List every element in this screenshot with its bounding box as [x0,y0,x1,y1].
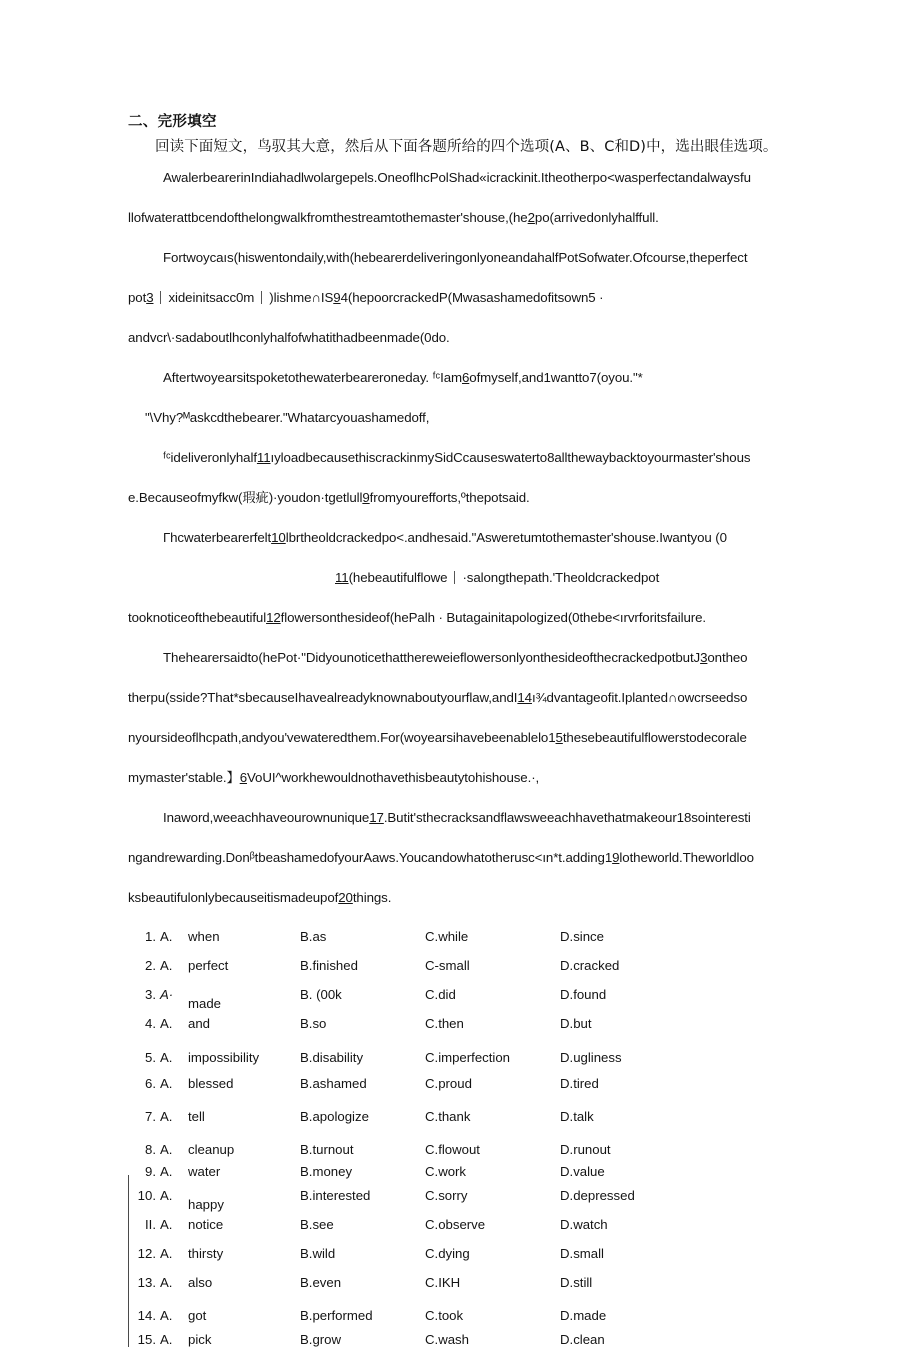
option-a-letter: A. [160,1142,173,1157]
cloze-blank: 6 [462,370,470,385]
question-row[interactable] [128,1164,800,1188]
passage-fragment: )lishme∩IS94(hepoorcrackedP(Mwasashamedofitsown5 · [269,290,604,305]
question-row[interactable] [128,987,800,1016]
question-row[interactable] [128,1275,800,1308]
cloze-blank: 10 [271,530,286,545]
option-a[interactable]: impossibility [188,1050,260,1065]
page-content [128,112,800,1356]
option-b[interactable]: B.so [300,1016,327,1031]
cloze-blank: 5 [555,730,563,745]
option-b[interactable]: B.finished [300,958,358,973]
passage-paragraph-6 [128,649,800,786]
cloze-blank: 2 [527,210,535,225]
option-d[interactable]: D.value [560,1164,605,1179]
cloze-blank: 9 [612,850,620,865]
option-b[interactable]: B.apologize [300,1109,369,1124]
passage-line: ᶠᶜideliveronlyhalf11ıyloadbecausethiscrackinmySidCcauseswaterto8allthewaybacktoyourmaster'shous [163,450,751,465]
question-number: 4. [145,1016,156,1031]
question-number: 5. [145,1050,156,1065]
option-c[interactable]: C.work [425,1164,467,1179]
passage-line: therpu(sside?That*sbecauseIhavealreadyknownaboutyourflaw,andI14ı¾dvantageofit.Iplanted∩owcrseedso [128,690,748,705]
option-d[interactable]: D.small [560,1246,604,1261]
question-row[interactable] [128,1217,800,1246]
passage-paragraph-4 [128,409,800,506]
question-number: 9. [145,1164,156,1179]
option-a-letter: A· [160,987,174,1002]
passage-line: Fortwoycaıs(hiswentondaily,with(hebearerdeliveringonlyoneandahalfPotSofwater.Ofcourse,theperfect [163,250,748,265]
question-row[interactable] [128,1050,800,1076]
option-d[interactable]: D.but [560,1016,592,1031]
passage-fragment: ·salongthepath.'Theoldcrackedpot [462,570,660,585]
vertical-rule-icon [160,291,161,304]
vertical-rule-icon [454,571,455,584]
question-number: 8. [145,1142,156,1157]
option-d[interactable]: D.watch [560,1217,608,1232]
question-row[interactable] [128,1332,800,1356]
option-a-letter: A. [160,1076,173,1091]
option-c[interactable]: C.IKH [425,1275,461,1290]
question-number: 14. [137,1308,156,1323]
passage-line: nyoursideoflhcpath,andyou'vewateredthem.For(woyearsihavebeenablelo15thesebeautifulflowerstodecorale [128,730,747,745]
cloze-blank: 6 [239,770,247,785]
question-row[interactable] [128,1109,800,1142]
question-row[interactable] [128,1076,800,1109]
option-a-letter: A. [160,1188,173,1203]
option-c[interactable]: C.thank [425,1109,471,1124]
option-c[interactable]: C.wash [425,1332,469,1347]
question-row[interactable] [128,1142,800,1164]
option-b[interactable]: B.turnout [300,1142,354,1157]
cloze-blank: 9 [333,290,341,305]
option-b[interactable]: B. (00k [300,987,342,1002]
passage-line: ngandrewarding.DonᵝtbeashamedofyourAaws.Youcandowhatotherusc<ın*t.adding19lotheworld.Theworldloo [128,850,754,865]
passage-line: AwalerbearerinIndiahadlwolargepels.OneoflhcPolShad«icrackinit.Itheotherpo<wasperfectandalwaysfu [163,170,751,185]
option-a[interactable]: tell [188,1109,205,1124]
option-a-letter: A. [160,1016,173,1031]
option-a[interactable]: blessed [188,1076,234,1091]
option-a-letter: A. [160,1109,173,1124]
passage-line: tooknoticeofthebeautiful12flowersonthesideof(hePalh · Butagainitapologized(0thebe<ırvrforitsfailure. [128,610,707,625]
question-number: 7. [145,1109,156,1124]
passage-line: Inaword,weeachhaveourownunique17.Butit'sthecracksandflawsweeachhavethatmakeour18sointeresti [163,810,751,825]
passage-line: mymaster'stable.】6VoUI^workhewouldnothavethisbeautytohishouse.·, [128,770,540,785]
option-d[interactable]: D.cracked [560,958,620,973]
option-c[interactable]: C.sorry [425,1188,468,1203]
passage-line [128,569,800,586]
option-c[interactable]: C.while [425,929,469,944]
option-b[interactable]: B.ashamed [300,1076,367,1091]
passage-line: Thehearersaidto(hePot·"DidyounoticethatthereweieflowersonlyonthesideofthecrackedpotbutJ3ontheo [163,650,748,665]
passage-line [128,289,800,306]
cloze-blank: 3 [700,650,708,665]
question-number: 12. [137,1246,156,1261]
question-number: 1. [145,929,156,944]
option-a-letter: A. [160,1217,173,1232]
option-a-letter: A. [160,1308,173,1323]
cloze-blank: 12 [266,610,281,625]
option-b[interactable]: B.grow [300,1332,342,1347]
option-a-letter: A. [160,1275,173,1290]
passage-paragraph-2 [128,249,800,346]
option-a[interactable]: and [188,1016,211,1031]
instruction-text: 回读下面短文，鸟驭其大意，然后从下面各题所给的四个选项(A、B、C和D)中，选出眼佳选项。 [155,139,778,155]
cloze-blank: 17 [369,810,384,825]
passage-fragment: 11(hebeautifulflowe [335,570,448,585]
question-row[interactable] [128,1016,800,1050]
option-d[interactable]: D.runout [560,1142,611,1157]
question-number: 10. [137,1188,156,1203]
question-row[interactable] [128,1246,800,1275]
option-a-letter: A. [160,1246,173,1261]
passage-line: andvcr\·sadaboutlhconlyhalfofwhatithadbeenmade(0do. [128,330,450,345]
option-b[interactable]: B.as [300,929,327,944]
option-d[interactable]: D.talk [560,1109,594,1124]
option-a[interactable]: thirsty [188,1246,224,1261]
option-a[interactable]: perfect [188,958,229,973]
option-b[interactable]: B.wild [300,1246,336,1261]
option-c[interactable]: C.flowout [425,1142,480,1157]
option-d[interactable]: D.found [560,987,607,1002]
option-a[interactable]: cleanup [188,1142,235,1157]
option-c[interactable]: C.then [425,1016,464,1031]
option-d[interactable]: D.ugliness [560,1050,622,1065]
section-heading: 二、完形填空 [128,114,217,130]
option-a[interactable]: notice [188,1217,224,1232]
cloze-blank: 11 [256,450,271,465]
option-a-letter: A. [160,1050,173,1065]
option-a[interactable]: also [188,1275,213,1290]
question-list [128,929,800,1356]
option-d[interactable]: D.since [560,929,604,944]
cloze-blank: 14 [517,690,532,705]
option-a-letter: A. [160,1332,173,1347]
option-b[interactable]: B.performed [300,1308,373,1323]
option-b[interactable]: B.see [300,1217,334,1232]
option-a[interactable]: water [188,1164,221,1179]
cloze-blank: 9 [362,490,370,505]
question-row[interactable] [128,1188,800,1217]
option-c[interactable]: C.proud [425,1076,472,1091]
option-b[interactable]: B.interested [300,1188,371,1203]
option-d[interactable]: D.still [560,1275,593,1290]
vertical-rule-icon [261,291,262,304]
passage-line: llofwaterattbcendofthelongwalkfromthestreamtothemaster'shouse,(he2po(arrivedonlyhalffull. [128,210,659,225]
passage-body [128,169,800,906]
option-c[interactable]: C.observe [425,1217,486,1232]
question-number: 15. [137,1332,156,1347]
option-a-letter: A. [160,1164,173,1179]
passage-line: "\Vhy?ᴹaskcdthebearer."Whatarcyouashamedoff, [145,410,430,425]
question-row[interactable] [128,958,800,987]
option-c[interactable]: C.imperfection [425,1050,511,1065]
passage-paragraph-3 [128,369,800,386]
question-row[interactable] [128,1308,800,1332]
question-number: 2. [145,958,156,973]
option-d[interactable]: D.depressed [560,1188,635,1203]
cloze-blank: 20 [338,890,353,905]
cloze-blank: 11 [335,570,349,585]
option-c[interactable]: C.dying [425,1246,470,1261]
question-number: 3. [145,987,156,1002]
option-d[interactable]: D.clean [560,1332,605,1347]
option-c[interactable]: C.took [425,1308,464,1323]
passage-line: Aftertwoyearsitspoketothewaterbeareroneday. ᶠᶜIam6ofmyself,and1wantto7(oyou."* [163,370,643,385]
option-a[interactable]: when [188,929,220,944]
cloze-blank: 3 [146,290,154,305]
option-a-letter: A. [160,958,173,973]
passage-fragment: xideinitsacc0m [168,290,255,305]
passage-line: Гhcwaterbearerfelt10lbrtheoldcrackedpo<.andhesaid."Asweretumtothemaster'shouse.Iwantyou (0 [163,530,727,545]
question-number: 13. [137,1275,156,1290]
option-c[interactable]: C.did [425,987,456,1002]
option-b[interactable]: B.money [300,1164,353,1179]
question-number: II. [145,1217,156,1232]
option-d[interactable]: D.tired [560,1076,599,1091]
passage-line: ksbeautifulonlybecauseitismadeupof20things. [128,890,392,905]
option-a[interactable]: pick [188,1332,212,1347]
option-d[interactable]: D.made [560,1308,607,1323]
option-b[interactable]: B.even [300,1275,342,1290]
passage-line: e.Becauseofmyfkw(瑕疵)·youdon·tgetlull9fromyourefforts,ºthepotsaid. [128,490,530,505]
passage-paragraph-1 [128,169,800,226]
option-a[interactable]: got [188,1308,207,1323]
passage-paragraph-7 [128,809,800,906]
option-c[interactable]: C-small [425,958,470,973]
question-row[interactable] [128,929,800,958]
passage-fragment: pot3 [128,290,154,305]
question-number: 6. [145,1076,156,1091]
option-a-letter: A. [160,929,173,944]
option-b[interactable]: B.disability [300,1050,364,1065]
option-a[interactable]: made [188,996,221,1011]
passage-paragraph-5 [128,529,800,626]
option-a[interactable]: happy [188,1197,224,1212]
